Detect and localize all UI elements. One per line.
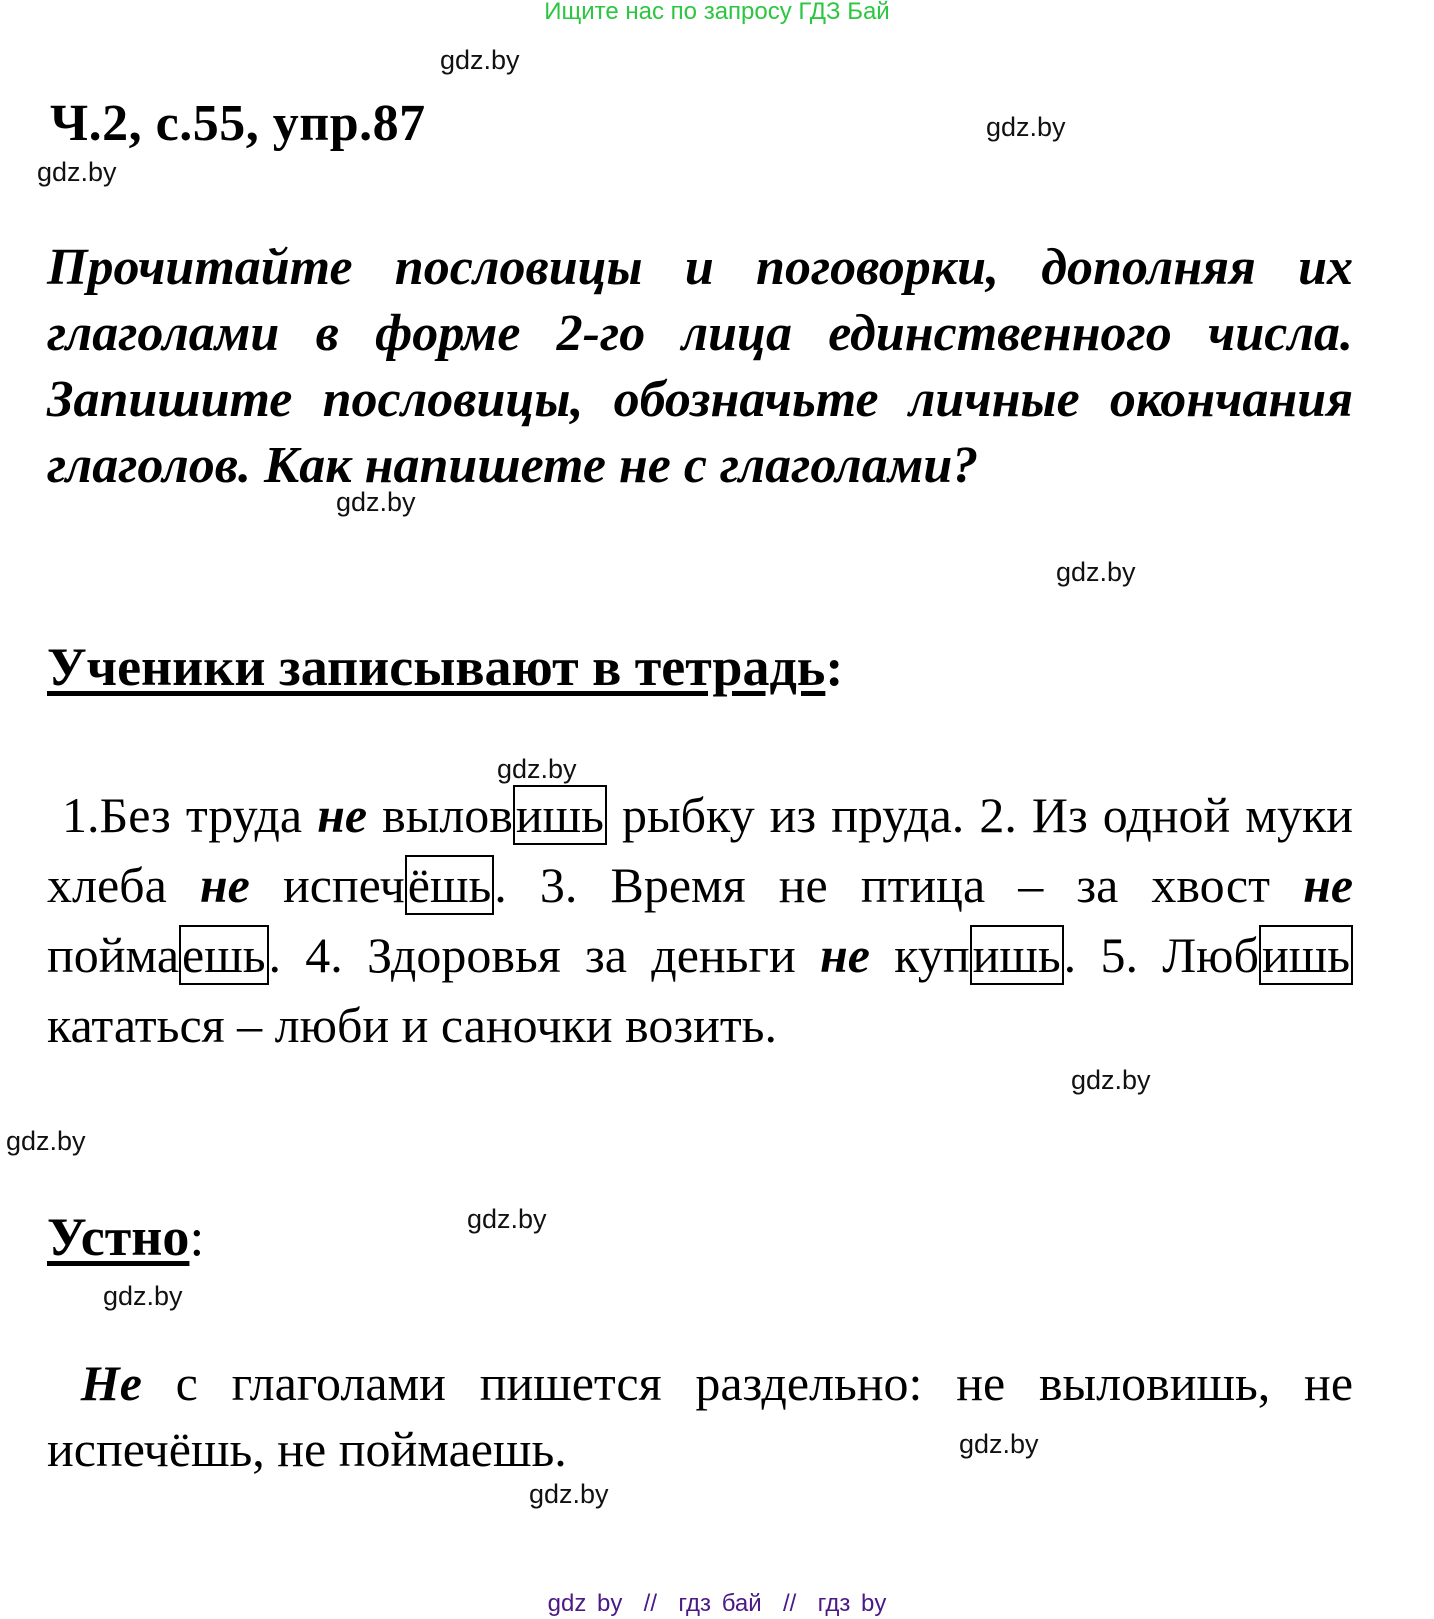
answer-segment: кататься – люби и саночки возить. [47, 997, 777, 1053]
answer-segment: пойма [47, 927, 180, 983]
answer-segment: вылов [367, 787, 513, 843]
watermark: gdz.by [497, 754, 577, 784]
watermark: gdz.by [467, 1204, 547, 1234]
verb-ending-box: ишь [1259, 925, 1353, 985]
watermark: gdz.by [6, 1126, 86, 1156]
search-banner: Ищите нас по запросу ГДЗ Бай [544, 0, 890, 25]
watermark: gdz.by [986, 112, 1066, 142]
oral-answer-body: с глаголами пишется раздельно: не выловишь, не испечёшь, не поймаешь. [47, 1355, 1354, 1477]
watermark: gdz.by [959, 1429, 1039, 1459]
ne-particle: не [317, 787, 368, 843]
answer-segment: . 4. Здоровья за деньги [268, 927, 820, 983]
notebook-heading-label: Ученики записывают в тетрадь [47, 637, 826, 697]
oral-answer-text [47, 1350, 1353, 1482]
answer-segment: . 3. Время не птица – за хвост [494, 857, 1304, 913]
verb-ending-box: ёшь [405, 855, 495, 915]
watermark: gdz.by [529, 1479, 609, 1509]
notebook-section-heading [47, 636, 843, 698]
watermark: gdz.by [1071, 1065, 1151, 1095]
verb-ending-box: ишь [513, 785, 607, 845]
page-title: Ч.2, с.55, упр.87 [50, 95, 426, 152]
verb-ending-box: ишь [970, 925, 1064, 985]
ne-particle: не [1303, 857, 1354, 913]
answer-segment: рыбку из пруда. 2. Из одной муки хлеба [47, 787, 1353, 913]
ne-particle: не [199, 857, 250, 913]
heading-colon: : [825, 637, 844, 697]
oral-heading-label: Устно [47, 1207, 190, 1267]
answer-segment: . 5. Люб [1063, 927, 1259, 983]
task-instructions: Прочитайте пословицы и поговорки, дополняя их глаголами в форме 2-го лица единственного числа. Запишите пословицы, обозначьте личные окончания глаголов. Как напишете не с глаголами? [47, 239, 1353, 494]
answer-segment: испеч [249, 857, 405, 913]
ne-particle: Не [80, 1355, 142, 1411]
verb-ending-box: ешь [179, 925, 269, 985]
watermark: gdz.by [103, 1281, 183, 1311]
watermark: gdz.by [1056, 557, 1136, 587]
watermark: gdz.by [37, 157, 117, 187]
ne-particle: не [820, 927, 870, 983]
answer-segment: 1.Без труда [62, 787, 318, 843]
answer-segment: куп [869, 927, 970, 983]
watermark: gdz.by [440, 45, 520, 75]
answer-text [47, 780, 1353, 1060]
heading-colon: : [189, 1207, 205, 1267]
footer-links: gdz by // гдз бай // гдз by [547, 1590, 887, 1617]
watermark: gdz.by [336, 487, 416, 517]
oral-section-heading [47, 1206, 204, 1268]
